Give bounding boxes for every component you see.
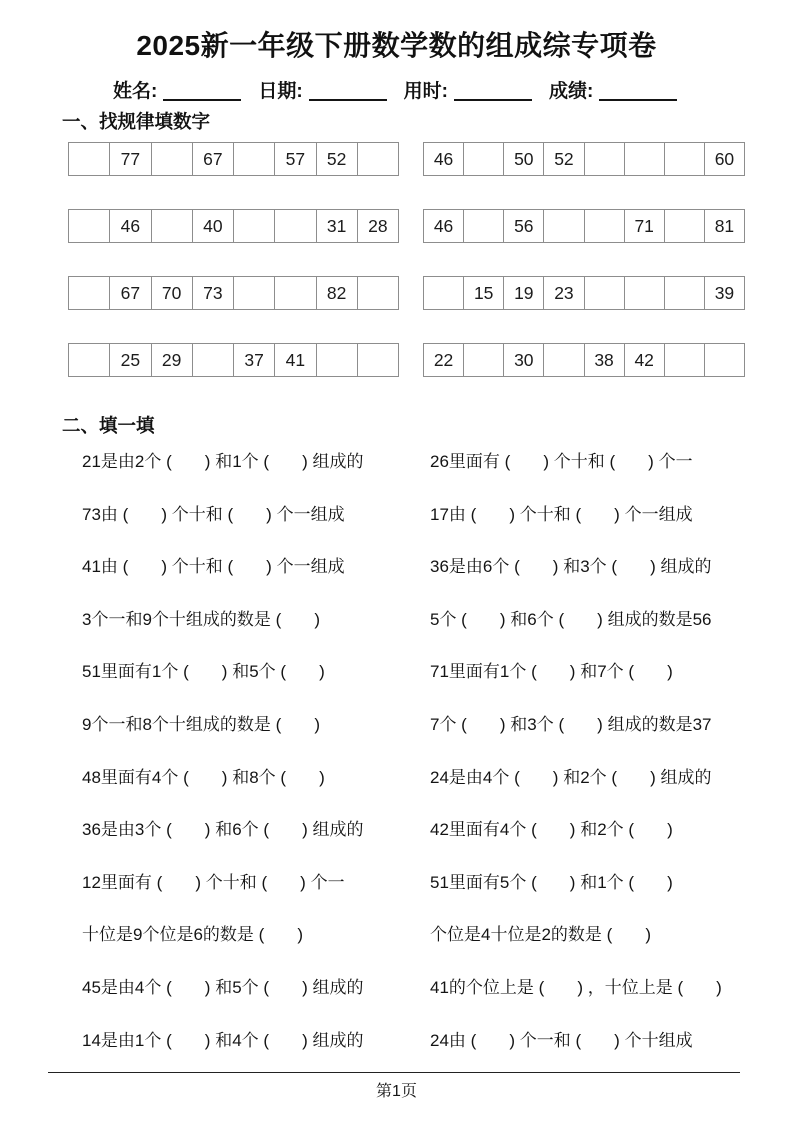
date-label: 日期: bbox=[258, 81, 303, 102]
question-row bbox=[0, 649, 793, 702]
number-cell-blank bbox=[464, 344, 504, 376]
number-cell: 46 bbox=[424, 210, 464, 242]
footer-divider bbox=[48, 1072, 740, 1073]
number-cell-blank bbox=[69, 143, 110, 175]
question-right: 36是由6个 ( ) 和3个 ( ) 组成的 bbox=[430, 557, 712, 577]
question-right: 个位是4十位是2的数是 ( ) bbox=[430, 925, 652, 945]
number-cell: 40 bbox=[193, 210, 234, 242]
number-cell: 67 bbox=[110, 277, 151, 309]
number-cell-blank bbox=[424, 277, 464, 309]
score-blank bbox=[599, 82, 677, 101]
number-strip-table bbox=[68, 276, 399, 310]
question-row bbox=[0, 860, 793, 913]
student-info-line bbox=[113, 76, 677, 103]
number-strip-table bbox=[423, 343, 745, 377]
number-strip-table bbox=[423, 209, 745, 243]
question-left: 36是由3个 ( ) 和6个 ( ) 组成的 bbox=[82, 820, 364, 840]
time-used-blank bbox=[454, 82, 532, 101]
sequence-row-1 bbox=[68, 142, 745, 176]
page-title: 2025新一年级下册数学数的组成综专项卷 bbox=[136, 30, 657, 61]
number-strip-table bbox=[423, 142, 745, 176]
number-cell-blank bbox=[234, 143, 275, 175]
score-label: 成绩: bbox=[548, 81, 594, 102]
number-strip-table bbox=[68, 343, 399, 377]
number-cell-blank bbox=[193, 344, 234, 376]
number-cell: 81 bbox=[714, 215, 735, 236]
number-cell-blank bbox=[358, 344, 398, 376]
number-cell-blank bbox=[464, 143, 504, 175]
number-cell: 71 bbox=[625, 210, 665, 242]
question-row bbox=[0, 1018, 793, 1071]
number-cell-blank bbox=[665, 210, 705, 242]
question-left: 十位是9个位是6的数是 ( ) bbox=[82, 925, 304, 945]
number-cell-blank bbox=[544, 210, 584, 242]
number-cell: 46 bbox=[424, 143, 464, 175]
question-row bbox=[0, 544, 793, 597]
question-left: 45是由4个 ( ) 和5个 ( ) 组成的 bbox=[82, 977, 364, 997]
time-used-field-group bbox=[404, 76, 532, 103]
number-cell-blank bbox=[625, 277, 665, 309]
question-row bbox=[0, 912, 793, 965]
sequence-row-3 bbox=[68, 276, 745, 310]
number-cell: 15 bbox=[464, 277, 504, 309]
question-row bbox=[0, 755, 793, 808]
number-cell-blank bbox=[69, 277, 110, 309]
score-field-group bbox=[549, 76, 677, 103]
number-cell-blank bbox=[234, 210, 275, 242]
question-right: 17由 ( ) 个十和 ( ) 个一组成 bbox=[430, 504, 693, 524]
name-field-group bbox=[113, 76, 241, 103]
number-cell: 52 bbox=[317, 143, 358, 175]
question-right: 42里面有4个 ( ) 和2个 ( ) bbox=[430, 820, 673, 840]
number-cell: 29 bbox=[152, 344, 193, 376]
name-blank bbox=[163, 82, 241, 101]
number-strip-table bbox=[68, 209, 399, 243]
question-row bbox=[0, 965, 793, 1018]
question-left: 51里面有1个 ( ) 和5个 ( ) bbox=[82, 662, 325, 682]
number-cell: 19 bbox=[504, 277, 544, 309]
number-cell-blank bbox=[585, 277, 625, 309]
number-cell-blank bbox=[585, 143, 625, 175]
number-cell-blank bbox=[317, 344, 358, 376]
number-cell-blank bbox=[69, 344, 110, 376]
sequence-row-2 bbox=[68, 209, 745, 243]
number-cell-blank bbox=[358, 143, 398, 175]
number-strip-table bbox=[423, 276, 745, 310]
number-cell: 73 bbox=[193, 277, 234, 309]
number-cell-blank bbox=[275, 277, 316, 309]
question-right: 24是由4个 ( ) 和2个 ( ) 组成的 bbox=[430, 767, 712, 787]
number-cell-blank bbox=[585, 210, 625, 242]
question-right: 51里面有5个 ( ) 和1个 ( ) bbox=[430, 872, 673, 892]
number-cell: 22 bbox=[424, 344, 464, 376]
number-cell-blank bbox=[705, 344, 744, 376]
page-number: 第1页 bbox=[376, 1083, 417, 1100]
date-field-group bbox=[258, 76, 386, 103]
number-cell: 30 bbox=[504, 344, 544, 376]
number-cell-blank bbox=[544, 344, 584, 376]
question-left: 14是由1个 ( ) 和4个 ( ) 组成的 bbox=[82, 1030, 364, 1050]
number-cell: 23 bbox=[544, 277, 584, 309]
number-cell: 56 bbox=[504, 210, 544, 242]
number-strip-table bbox=[68, 142, 399, 176]
question-right: 5个 ( ) 和6个 ( ) 组成的数是56 bbox=[430, 609, 712, 629]
question-left: 12里面有 ( ) 个十和 ( ) 个一 bbox=[82, 872, 345, 892]
question-left: 41由 ( ) 个十和 ( ) 个一组成 bbox=[82, 557, 345, 577]
number-cell: 37 bbox=[234, 344, 275, 376]
number-cell: 46 bbox=[110, 210, 151, 242]
question-row bbox=[0, 492, 793, 545]
number-cell-blank bbox=[665, 143, 705, 175]
number-cell-blank bbox=[152, 210, 193, 242]
number-cell: 52 bbox=[544, 143, 584, 175]
question-right: 26里面有 ( ) 个十和 ( ) 个一 bbox=[430, 452, 693, 471]
number-cell-blank bbox=[665, 344, 705, 376]
question-left: 3个一和9个十组成的数是 ( ) bbox=[82, 609, 321, 629]
question-right: 41的个位上是 ( ) ，十位上是 ( ) bbox=[430, 977, 722, 997]
number-cell: 41 bbox=[275, 344, 316, 376]
number-cell: 50 bbox=[504, 143, 544, 175]
number-cell-blank bbox=[234, 277, 275, 309]
number-cell-blank bbox=[358, 277, 398, 309]
question-left: 48里面有4个 ( ) 和8个 ( ) bbox=[82, 767, 325, 787]
section1-heading: 一、找规律填数字 bbox=[62, 111, 211, 132]
number-cell: 25 bbox=[110, 344, 151, 376]
time-used-label: 用时: bbox=[403, 81, 448, 102]
name-label: 姓名: bbox=[113, 81, 158, 102]
number-cell: 28 bbox=[368, 215, 388, 236]
question-left: 21是由2个 ( ) 和1个 ( ) 组成的 bbox=[82, 452, 364, 471]
question-row bbox=[0, 439, 793, 492]
question-row bbox=[0, 597, 793, 650]
number-cell-blank bbox=[665, 277, 705, 309]
question-right: 24由 ( ) 个一和 ( ) 个十组成 bbox=[430, 1030, 693, 1050]
number-cell-blank bbox=[152, 143, 193, 175]
section2-heading: 二、填一填 bbox=[62, 415, 155, 436]
number-cell-blank bbox=[625, 143, 665, 175]
number-cell: 38 bbox=[585, 344, 625, 376]
question-row bbox=[0, 807, 793, 860]
number-cell: 31 bbox=[317, 210, 358, 242]
question-right: 7个 ( ) 和3个 ( ) 组成的数是37 bbox=[430, 714, 712, 734]
number-cell: 67 bbox=[193, 143, 234, 175]
number-cell: 70 bbox=[152, 277, 193, 309]
fill-in-questions bbox=[0, 439, 793, 1070]
sequence-row-4 bbox=[68, 343, 745, 377]
number-cell: 42 bbox=[625, 344, 665, 376]
number-cell-blank bbox=[275, 210, 316, 242]
number-cell: 39 bbox=[714, 282, 735, 303]
number-cell-blank bbox=[69, 210, 110, 242]
number-cell: 60 bbox=[714, 148, 735, 169]
number-cell: 82 bbox=[317, 277, 358, 309]
question-left: 9个一和8个十组成的数是 ( ) bbox=[82, 714, 321, 734]
number-cell-blank bbox=[464, 210, 504, 242]
date-blank bbox=[309, 82, 387, 101]
question-right: 71里面有1个 ( ) 和7个 ( ) bbox=[430, 662, 673, 682]
question-left: 73由 ( ) 个十和 ( ) 个一组成 bbox=[82, 504, 345, 524]
number-cell: 57 bbox=[275, 143, 316, 175]
number-cell: 77 bbox=[110, 143, 151, 175]
question-row bbox=[0, 702, 793, 755]
